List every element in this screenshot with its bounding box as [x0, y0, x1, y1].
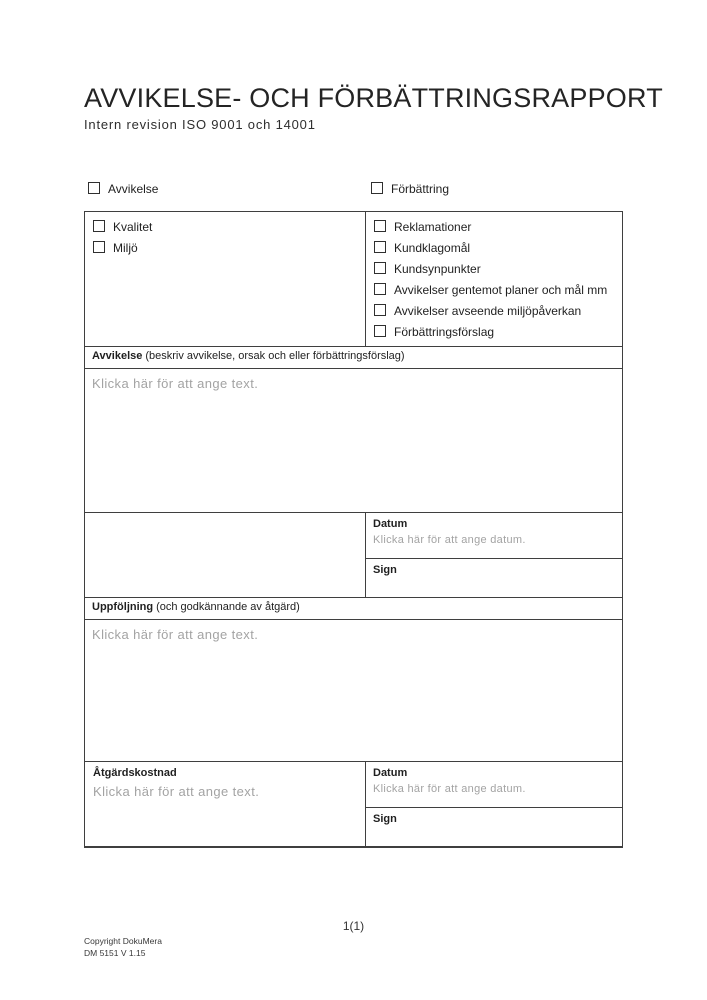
checkbox-unchecked-icon[interactable] [374, 304, 386, 316]
checkbox-kvalitet[interactable] [93, 217, 357, 238]
uppfoljning-sign-cell[interactable] [366, 808, 622, 846]
category-cell-right [366, 212, 622, 346]
uppfoljning-bottom-row [85, 761, 622, 846]
checkbox-avvikelse[interactable] [88, 179, 158, 200]
avvikelse-datum-sign-row [85, 512, 622, 597]
uppfoljning-sign-label: Sign [373, 813, 397, 825]
checkbox-kundsynpunkter-label: Kundsynpunkter [394, 262, 481, 276]
avvikelse-text-area[interactable] [85, 368, 622, 512]
checkbox-unchecked-icon[interactable] [374, 262, 386, 274]
checkbox-avvikelser-planer-label: Avvikelser gentemot planer och mål mm [394, 283, 608, 297]
atgardskostnad-label: Åtgärdskostnad [93, 767, 177, 779]
checkbox-avvikelser-planer[interactable] [374, 280, 614, 301]
avvikelse-heading-note: (beskriv avvikelse, orsak och eller förbättringsförslag) [145, 350, 405, 362]
avvikelse-empty-cell [85, 513, 366, 597]
checkbox-unchecked-icon[interactable] [93, 241, 105, 253]
uppfoljning-heading-note: (och godkännande av åtgärd) [156, 601, 300, 613]
checkbox-unchecked-icon[interactable] [88, 182, 100, 194]
copyright-line1: Copyright DokuMera [84, 936, 162, 946]
checkbox-forbattringsforslag-label: Förbättringsförslag [394, 325, 495, 339]
uppfoljning-datum-cell[interactable] [366, 762, 622, 808]
avvikelse-sign-label: Sign [373, 564, 397, 576]
checkbox-kundsynpunkter[interactable] [374, 259, 614, 280]
checkbox-unchecked-icon[interactable] [374, 241, 386, 253]
checkbox-miljo[interactable] [93, 238, 357, 259]
checkbox-unchecked-icon[interactable] [371, 182, 383, 194]
avvikelse-text-placeholder[interactable]: Klicka här för att ange text. [92, 376, 259, 391]
avvikelse-datum-cell[interactable] [366, 513, 622, 559]
uppfoljning-text-placeholder[interactable]: Klicka här för att ange text. [92, 627, 259, 642]
avvikelse-heading: Avvikelse [92, 350, 143, 362]
checkbox-unchecked-icon[interactable] [374, 220, 386, 232]
checkbox-kvalitet-label: Kvalitet [113, 220, 153, 234]
avvikelse-datum-placeholder[interactable]: Klicka här för att ange datum. [373, 534, 526, 546]
checkbox-forbattring[interactable] [371, 179, 449, 200]
checkbox-miljo-label: Miljö [113, 241, 138, 255]
uppfoljning-text-area[interactable] [85, 619, 622, 761]
uppfoljning-datum-label: Datum [373, 767, 408, 779]
atgardskostnad-placeholder[interactable]: Klicka här för att ange text. [93, 784, 260, 799]
copyright-line2: DM 5151 V 1.15 [84, 947, 146, 958]
checkbox-avvikelser-miljopaverkan[interactable] [374, 301, 614, 322]
avvikelse-datum-label: Datum [373, 518, 408, 530]
checkbox-kundklagomal[interactable] [374, 238, 614, 259]
avvikelse-sign-cell[interactable] [366, 559, 622, 597]
checkbox-unchecked-icon[interactable] [374, 325, 386, 337]
checkbox-forbattringsforslag[interactable] [374, 322, 614, 343]
report-form-table [84, 211, 623, 848]
uppfoljning-section-header [85, 597, 622, 619]
page-subtitle: Intern revision ISO 9001 och 14001 [84, 117, 316, 132]
uppfoljning-datum-sign-cells [366, 762, 622, 846]
category-row [85, 212, 622, 346]
checkbox-forbattring-label: Förbättring [391, 182, 450, 196]
uppfoljning-heading: Uppföljning [92, 601, 154, 613]
avvikelse-section-header [85, 346, 622, 368]
checkbox-reklamationer[interactable] [374, 217, 614, 238]
page-title: AVVIKELSE- OCH FÖRBÄTTRINGSRAPPORT [84, 83, 663, 113]
category-cell-left [85, 212, 366, 346]
uppfoljning-datum-placeholder[interactable]: Klicka här för att ange datum. [373, 783, 526, 795]
checkbox-unchecked-icon[interactable] [374, 283, 386, 295]
checkbox-avvikelser-miljopaverkan-label: Avvikelser avseende miljöpåverkan [394, 304, 582, 318]
avvikelse-datum-sign-cells [366, 513, 622, 597]
copyright-block [84, 936, 162, 960]
page-number: 1(1) [342, 919, 365, 933]
atgardskostnad-cell[interactable] [85, 762, 366, 846]
checkbox-unchecked-icon[interactable] [93, 220, 105, 232]
checkbox-reklamationer-label: Reklamationer [394, 220, 472, 234]
checkbox-avvikelse-label: Avvikelse [108, 182, 159, 196]
checkbox-kundklagomal-label: Kundklagomål [394, 241, 471, 255]
